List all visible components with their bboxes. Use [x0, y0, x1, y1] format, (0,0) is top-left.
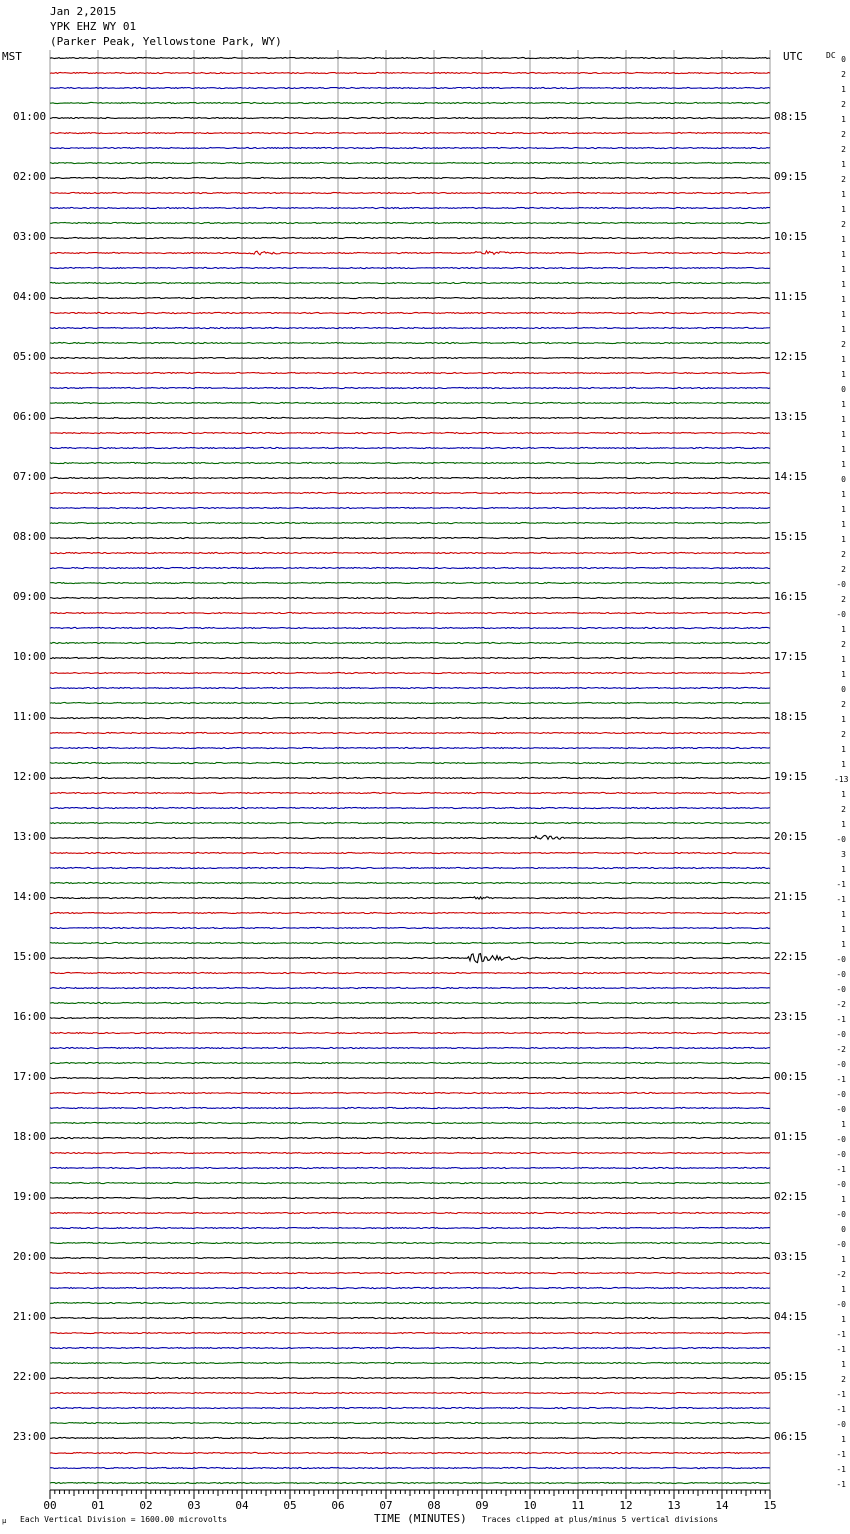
dc-offset-value: -2 [836, 1045, 846, 1054]
dc-offset-value: 2 [841, 100, 846, 109]
dc-offset-value: 2 [841, 640, 846, 649]
mst-hour-label: 21:00 [13, 1310, 47, 1323]
dc-offset-value: 1 [841, 820, 846, 829]
x-tick-label-01: 01 [91, 1499, 105, 1512]
dc-offset-value: 1 [841, 505, 846, 514]
utc-hour-label: 02:15 [774, 1190, 808, 1203]
x-tick-label-02: 02 [139, 1499, 153, 1512]
dc-offset-value: 2 [841, 700, 846, 709]
dc-offset-value: -0 [836, 1180, 846, 1189]
dc-offset-value: 1 [841, 190, 846, 199]
dc-offset-value: 3 [841, 850, 846, 859]
trace-row-64 [50, 1017, 770, 1018]
dc-offset-value: 2 [841, 145, 846, 154]
mst-hour-label: 07:00 [13, 470, 47, 483]
dc-offset-value: 1 [841, 1195, 846, 1204]
trace-row-66 [50, 1047, 770, 1048]
trace-row-0 [50, 57, 770, 58]
utc-hour-label: 23:15 [774, 1010, 808, 1023]
scale-note: Each Vertical Division = 1600.00 microvolts [20, 1515, 228, 1524]
trace-row-18 [50, 327, 770, 328]
mst-hour-label: 06:00 [13, 410, 47, 423]
trace-row-57 [50, 912, 770, 913]
dc-offset-value: 0 [841, 475, 846, 484]
utc-hour-label: 16:15 [774, 590, 808, 603]
dc-offset-value: 2 [841, 565, 846, 574]
trace-row-5 [50, 132, 770, 133]
dc-offset-value: -0 [836, 610, 846, 619]
dc-offset-value: 1 [841, 940, 846, 949]
dc-offset-value: -1 [836, 895, 846, 904]
dc-offset-value: -1 [836, 1345, 846, 1354]
mst-hour-label: 10:00 [13, 650, 47, 663]
trace-row-29 [50, 492, 770, 493]
trace-row-26 [50, 447, 770, 448]
dc-offset-value: -1 [836, 1165, 846, 1174]
dc-offset-value: 1 [841, 1315, 846, 1324]
dc-offset-value: 2 [841, 730, 846, 739]
dc-offset-value: 1 [841, 460, 846, 469]
trace-row-65 [50, 1032, 770, 1033]
x-tick-label-04: 04 [235, 1499, 249, 1512]
utc-hour-label: 22:15 [774, 950, 808, 963]
trace-row-25 [50, 432, 770, 433]
trace-row-68 [50, 1077, 770, 1078]
dc-offset-value: 1 [841, 910, 846, 919]
trace-row-59 [50, 942, 770, 943]
x-tick-label-03: 03 [187, 1499, 201, 1512]
trace-row-36 [50, 597, 770, 598]
utc-hour-label: 13:15 [774, 410, 808, 423]
dc-offset-value: 1 [841, 265, 846, 274]
trace-row-93 [50, 1452, 770, 1453]
trace-row-41 [50, 672, 770, 673]
utc-hour-label: 21:15 [774, 890, 808, 903]
mst-hour-label: 11:00 [13, 710, 47, 723]
dc-offset-value: 2 [841, 175, 846, 184]
x-axis-title: TIME (MINUTES) [374, 1512, 467, 1525]
dc-offset-value: -0 [836, 1060, 846, 1069]
trace-row-38 [50, 627, 770, 628]
trace-row-85 [50, 1332, 770, 1333]
trace-row-7 [50, 162, 770, 163]
dc-offset-value: 2 [841, 70, 846, 79]
dc-offset-value: -0 [836, 1105, 846, 1114]
trace-row-39 [50, 642, 770, 643]
dc-offset-value: -0 [836, 1420, 846, 1429]
dc-offset-value: 1 [841, 490, 846, 499]
trace-row-24 [50, 417, 770, 418]
mst-hour-label: 14:00 [13, 890, 47, 903]
utc-hour-label: 18:15 [774, 710, 808, 723]
dc-offset-value: 1 [841, 280, 846, 289]
dc-offset-value: -1 [836, 1075, 846, 1084]
trace-row-30 [50, 507, 770, 508]
x-tick-label-15: 15 [763, 1499, 777, 1512]
trace-row-49 [50, 792, 770, 793]
dc-offset-value: 1 [841, 445, 846, 454]
utc-hour-label: 17:15 [774, 650, 808, 663]
x-tick-label-05: 05 [283, 1499, 297, 1512]
utc-hour-label: 00:15 [774, 1070, 808, 1083]
trace-row-77 [50, 1212, 770, 1213]
trace-row-34 [50, 567, 770, 568]
trace-row-28 [50, 477, 770, 478]
dc-offset-value: -0 [836, 1090, 846, 1099]
trace-row-94 [50, 1467, 770, 1468]
mst-hour-label: 01:00 [13, 110, 47, 123]
dc-offset-value: 1 [841, 655, 846, 664]
mst-hour-label: 09:00 [13, 590, 47, 603]
trace-layer [50, 57, 770, 1483]
mst-hour-label: 20:00 [13, 1250, 47, 1263]
dc-offset-value: -1 [836, 1330, 846, 1339]
utc-hour-label: 11:15 [774, 290, 808, 303]
trace-row-44 [50, 717, 770, 718]
dc-offset-value: -0 [836, 1240, 846, 1249]
dc-offset-value: -0 [836, 1030, 846, 1039]
mst-hour-label: 12:00 [13, 770, 47, 783]
mst-hour-label: 15:00 [13, 950, 47, 963]
x-tick-label-09: 09 [475, 1499, 489, 1512]
dc-offset-value: 1 [841, 355, 846, 364]
trace-row-92 [50, 1437, 770, 1438]
corner-mark: μ [2, 1517, 7, 1525]
trace-row-42 [50, 687, 770, 688]
utc-hour-label: 19:15 [774, 770, 808, 783]
dc-offset-value: 1 [841, 235, 846, 244]
dc-offset-value: 1 [841, 205, 846, 214]
dc-offset-value: -1 [836, 1480, 846, 1489]
x-axis [43, 1490, 776, 1512]
dc-offset-value: -1 [836, 880, 846, 889]
x-tick-label-00: 00 [43, 1499, 57, 1512]
trace-row-12 [50, 237, 770, 238]
trace-row-76 [50, 1197, 770, 1198]
dc-offset-value: 2 [841, 805, 846, 814]
dc-offset-value: -0 [836, 970, 846, 979]
dc-offset-value: 1 [841, 325, 846, 334]
trace-row-56 [50, 897, 770, 899]
trace-row-35 [50, 582, 770, 583]
trace-row-74 [50, 1167, 770, 1168]
dc-offset-value: -0 [836, 1300, 846, 1309]
dc-offset-value: 1 [841, 310, 846, 319]
trace-row-45 [50, 732, 770, 733]
dc-offset-value: 1 [841, 250, 846, 259]
trace-row-40 [50, 657, 770, 658]
dc-offset-value: 2 [841, 1375, 846, 1384]
trace-row-48 [50, 777, 770, 778]
trace-row-31 [50, 522, 770, 523]
dc-offset-value: -0 [836, 580, 846, 589]
mst-hour-label: 17:00 [13, 1070, 47, 1083]
trace-row-67 [50, 1062, 770, 1063]
utc-hour-label: 14:15 [774, 470, 808, 483]
utc-hour-label: 15:15 [774, 530, 808, 543]
trace-row-80 [50, 1257, 770, 1258]
trace-row-78 [50, 1227, 770, 1228]
trace-row-61 [50, 972, 770, 973]
trace-row-50 [50, 807, 770, 808]
trace-row-37 [50, 612, 770, 613]
dc-offset-value: 1 [841, 865, 846, 874]
dc-offset-value: 0 [841, 55, 846, 64]
mst-hour-label: 18:00 [13, 1130, 47, 1143]
dc-offset-value: 2 [841, 550, 846, 559]
mst-hour-label: 02:00 [13, 170, 47, 183]
dc-offset-value: -1 [836, 1390, 846, 1399]
trace-row-32 [50, 537, 770, 538]
trace-row-72 [50, 1137, 770, 1138]
x-tick-label-10: 10 [523, 1499, 537, 1512]
trace-row-43 [50, 702, 770, 703]
dc-offset-value: 0 [841, 1225, 846, 1234]
dc-offset-value: 1 [841, 1120, 846, 1129]
utc-hour-label: 05:15 [774, 1370, 808, 1383]
dc-offset-value: 1 [841, 745, 846, 754]
trace-row-52 [50, 835, 770, 839]
trace-row-4 [50, 117, 770, 118]
station-location: (Parker Peak, Yellowstone Park, WY) [50, 35, 282, 48]
dc-offset-value: 1 [841, 85, 846, 94]
dc-offset-value: -13 [834, 775, 849, 784]
dc-offset-value: -2 [836, 1000, 846, 1009]
dc-offset-value: 1 [841, 160, 846, 169]
dc-offset-value: 1 [841, 295, 846, 304]
mst-hour-label: 05:00 [13, 350, 47, 363]
x-tick-label-11: 11 [571, 1499, 585, 1512]
mst-hour-label: 08:00 [13, 530, 47, 543]
utc-hour-label: 20:15 [774, 830, 808, 843]
trace-row-73 [50, 1152, 770, 1153]
utc-hour-label: 10:15 [774, 230, 808, 243]
mst-hour-label: 19:00 [13, 1190, 47, 1203]
trace-row-55 [50, 882, 770, 883]
dc-offset-value: 1 [841, 520, 846, 529]
dc-offset-value: 1 [841, 1360, 846, 1369]
trace-row-58 [50, 927, 770, 928]
trace-row-95 [50, 1482, 770, 1483]
utc-hour-label: 01:15 [774, 1130, 808, 1143]
mst-hour-label: 03:00 [13, 230, 47, 243]
x-tick-label-08: 08 [427, 1499, 441, 1512]
trace-row-87 [50, 1362, 770, 1363]
trace-row-9 [50, 192, 770, 193]
trace-row-47 [50, 762, 770, 763]
x-tick-label-14: 14 [715, 1499, 729, 1512]
dc-offset-value: -2 [836, 1270, 846, 1279]
dc-offset-header: DC [826, 51, 836, 60]
trace-row-63 [50, 1002, 770, 1003]
trace-row-75 [50, 1182, 770, 1183]
utc-timezone-label: UTC [783, 50, 803, 63]
trace-row-21 [50, 372, 770, 373]
trace-row-2 [50, 87, 770, 88]
dc-offset-value: 1 [841, 790, 846, 799]
trace-row-83 [50, 1302, 770, 1303]
trace-row-70 [50, 1107, 770, 1108]
trace-row-86 [50, 1347, 770, 1348]
trace-row-13 [50, 251, 770, 255]
dc-offset-value: -0 [836, 955, 846, 964]
dc-offset-value: -1 [836, 1405, 846, 1414]
dc-offset-value: 1 [841, 535, 846, 544]
dc-offset-value: 1 [841, 1285, 846, 1294]
trace-row-46 [50, 747, 770, 748]
dc-offset-value: -1 [836, 1015, 846, 1024]
trace-row-3 [50, 102, 770, 103]
trace-row-69 [50, 1092, 770, 1093]
utc-hour-label: 08:15 [774, 110, 808, 123]
dc-offset-value: -0 [836, 1135, 846, 1144]
dc-offset-value: -0 [836, 985, 846, 994]
dc-offset-value: -0 [836, 1210, 846, 1219]
trace-row-71 [50, 1122, 770, 1123]
x-tick-label-07: 07 [379, 1499, 393, 1512]
dc-offset-value: -0 [836, 1150, 846, 1159]
mst-hour-label: 22:00 [13, 1370, 47, 1383]
trace-row-22 [50, 387, 770, 388]
trace-row-54 [50, 867, 770, 868]
utc-hour-label: 12:15 [774, 350, 808, 363]
chart-date: Jan 2,2015 [50, 5, 117, 18]
trace-row-88 [50, 1377, 770, 1378]
dc-offset-value: 1 [841, 625, 846, 634]
utc-hour-label: 09:15 [774, 170, 808, 183]
trace-row-14 [50, 267, 770, 268]
trace-row-89 [50, 1392, 770, 1393]
dc-offset-value: -1 [836, 1450, 846, 1459]
dc-offset-value: 1 [841, 400, 846, 409]
dc-offset-value: 1 [841, 760, 846, 769]
trace-row-6 [50, 147, 770, 148]
dc-offset-value: 1 [841, 370, 846, 379]
trace-row-1 [50, 72, 770, 73]
dc-offset-value: 1 [841, 670, 846, 679]
dc-offset-value: 2 [841, 340, 846, 349]
trace-row-84 [50, 1317, 770, 1318]
dc-offset-value: -0 [836, 835, 846, 844]
trace-row-62 [50, 987, 770, 988]
mst-hour-label: 04:00 [13, 290, 47, 303]
trace-row-8 [50, 177, 770, 178]
trace-row-23 [50, 402, 770, 403]
dc-offset-value: 2 [841, 595, 846, 604]
trace-row-60 [50, 954, 770, 963]
trace-row-10 [50, 207, 770, 208]
dc-offset-value: 1 [841, 415, 846, 424]
trace-row-17 [50, 312, 770, 313]
station-code: YPK EHZ WY 01 [50, 20, 137, 33]
trace-row-51 [50, 822, 770, 823]
trace-row-15 [50, 282, 770, 283]
mst-timezone-label: MST [2, 50, 22, 63]
trace-row-81 [50, 1272, 770, 1273]
trace-row-16 [50, 297, 770, 298]
x-tick-label-12: 12 [619, 1499, 633, 1512]
trace-row-90 [50, 1407, 770, 1408]
utc-hour-label: 03:15 [774, 1250, 808, 1263]
trace-row-53 [50, 852, 770, 853]
dc-offset-value: 1 [841, 1435, 846, 1444]
trace-row-79 [50, 1242, 770, 1243]
x-tick-label-13: 13 [667, 1499, 681, 1512]
utc-hour-label: 04:15 [774, 1310, 808, 1323]
mst-hour-label: 13:00 [13, 830, 47, 843]
trace-row-91 [50, 1422, 770, 1423]
dc-offset-value: 2 [841, 130, 846, 139]
dc-offset-value: 1 [841, 430, 846, 439]
dc-offset-value: 1 [841, 1255, 846, 1264]
dc-offset-value: 1 [841, 115, 846, 124]
trace-row-82 [50, 1287, 770, 1288]
dc-offset-value: 0 [841, 685, 846, 694]
trace-row-27 [50, 462, 770, 463]
trace-row-20 [50, 357, 770, 358]
dc-offset-value: 1 [841, 715, 846, 724]
utc-hour-label: 06:15 [774, 1430, 808, 1443]
dc-offset-value: 2 [841, 220, 846, 229]
trace-row-11 [50, 222, 770, 223]
mst-hour-label: 23:00 [13, 1430, 47, 1443]
mst-hour-label: 16:00 [13, 1010, 47, 1023]
x-tick-label-06: 06 [331, 1499, 345, 1512]
trace-row-19 [50, 342, 770, 343]
dc-offset-value: -1 [836, 1465, 846, 1474]
clip-note: Traces clipped at plus/minus 5 vertical divisions [482, 1515, 719, 1524]
dc-offset-value: 1 [841, 925, 846, 934]
grid-layer [50, 50, 770, 1490]
dc-offset-value: 0 [841, 385, 846, 394]
trace-row-33 [50, 552, 770, 553]
